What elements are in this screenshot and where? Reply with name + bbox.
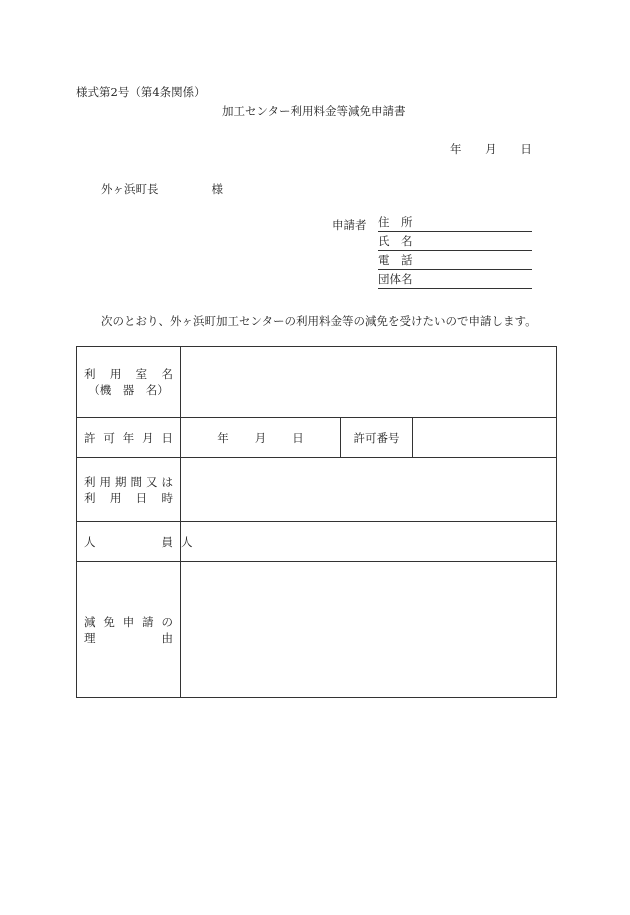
permit-date-label xyxy=(77,430,180,446)
document-title: 加工センター利用料金等減免申請書 xyxy=(222,104,406,118)
period-char: 又 xyxy=(146,474,158,489)
permit-date-char: 可 xyxy=(103,430,115,445)
period-char: 用 xyxy=(99,474,111,489)
period-value-cell[interactable] xyxy=(181,458,557,522)
people-char: 人 xyxy=(84,534,96,549)
period-char: 用 xyxy=(109,490,122,505)
row-reason xyxy=(77,562,557,698)
people-unit: 人 xyxy=(181,534,193,549)
permit-date-label-cell xyxy=(77,418,181,458)
intro-text: 次のとおり、外ヶ浜町加工センターの利用料金等の減免を受けたいので申請します。 xyxy=(101,314,537,328)
addressee-name: 外ヶ浜町長 xyxy=(101,182,159,196)
group-label: 団体名 xyxy=(378,272,413,286)
period-char: は xyxy=(161,474,173,489)
period-char: 期 xyxy=(115,474,127,489)
permit-date-value-cell xyxy=(181,418,557,458)
applicant-label: 申請者 xyxy=(332,218,367,232)
period-label-line2 xyxy=(77,490,180,506)
period-label-cell xyxy=(77,458,181,522)
applicant-phone-field[interactable] xyxy=(378,251,532,270)
people-value-cell[interactable] xyxy=(181,522,557,562)
room-label-char: 室 xyxy=(135,367,148,381)
applicant-name-field[interactable] xyxy=(378,232,532,251)
period-label-line1 xyxy=(77,474,180,490)
reason-char: 請 xyxy=(142,614,154,629)
permit-number-field[interactable] xyxy=(413,418,556,457)
period-char: 時 xyxy=(161,490,173,505)
reason-char: 由 xyxy=(161,630,173,645)
room-label-char: 名 xyxy=(161,367,173,381)
reason-char: の xyxy=(161,614,173,629)
date-line xyxy=(450,141,532,157)
period-char: 利 xyxy=(84,474,96,489)
period-char: 利 xyxy=(84,490,96,505)
permit-day: 日 xyxy=(292,430,304,445)
people-char: 員 xyxy=(161,534,173,549)
name-label: 氏 名 xyxy=(378,234,413,248)
reason-char: 減 xyxy=(84,614,96,629)
date-month: 月 xyxy=(485,142,497,156)
permit-year: 年 xyxy=(217,430,229,445)
reason-value-cell[interactable] xyxy=(181,562,557,698)
date-year: 年 xyxy=(450,142,462,156)
reason-char: 免 xyxy=(103,614,115,629)
form-number: 様式第2号（第4条関係） xyxy=(76,85,206,99)
address-label: 住 所 xyxy=(378,215,413,229)
applicant-group-field[interactable] xyxy=(378,270,532,289)
permit-month: 月 xyxy=(254,430,267,445)
application-table xyxy=(76,346,557,698)
permit-number-label: 許可番号 xyxy=(341,418,413,457)
row-permit-date xyxy=(77,418,557,458)
reason-label-cell xyxy=(77,562,181,698)
row-room xyxy=(77,347,557,418)
applicant-address-field[interactable] xyxy=(378,213,532,232)
permit-date-field[interactable] xyxy=(181,418,341,457)
permit-date-char: 月 xyxy=(142,430,154,445)
row-period xyxy=(77,458,557,522)
room-value-cell[interactable] xyxy=(181,347,557,418)
phone-label: 電 話 xyxy=(378,253,413,267)
date-day: 日 xyxy=(520,142,532,156)
reason-label-line1 xyxy=(77,614,180,630)
people-label-cell xyxy=(77,522,181,562)
room-label-char: 利 xyxy=(84,367,96,381)
addressee xyxy=(101,181,223,197)
addressee-honorific: 様 xyxy=(211,182,223,196)
room-label xyxy=(77,366,180,382)
reason-label-line2 xyxy=(77,630,180,646)
permit-date-char: 日 xyxy=(161,430,173,445)
people-label xyxy=(77,534,180,550)
reason-char: 申 xyxy=(122,614,135,629)
permit-date-char: 許 xyxy=(84,430,96,445)
period-char: 間 xyxy=(130,474,142,489)
period-char: 日 xyxy=(135,490,148,505)
reason-char: 理 xyxy=(84,630,96,645)
row-people xyxy=(77,522,557,562)
equipment-label: （機 器 名） xyxy=(88,383,169,397)
room-label-char: 用 xyxy=(109,367,122,381)
permit-date-char: 年 xyxy=(122,430,135,445)
room-label-cell xyxy=(77,347,181,418)
